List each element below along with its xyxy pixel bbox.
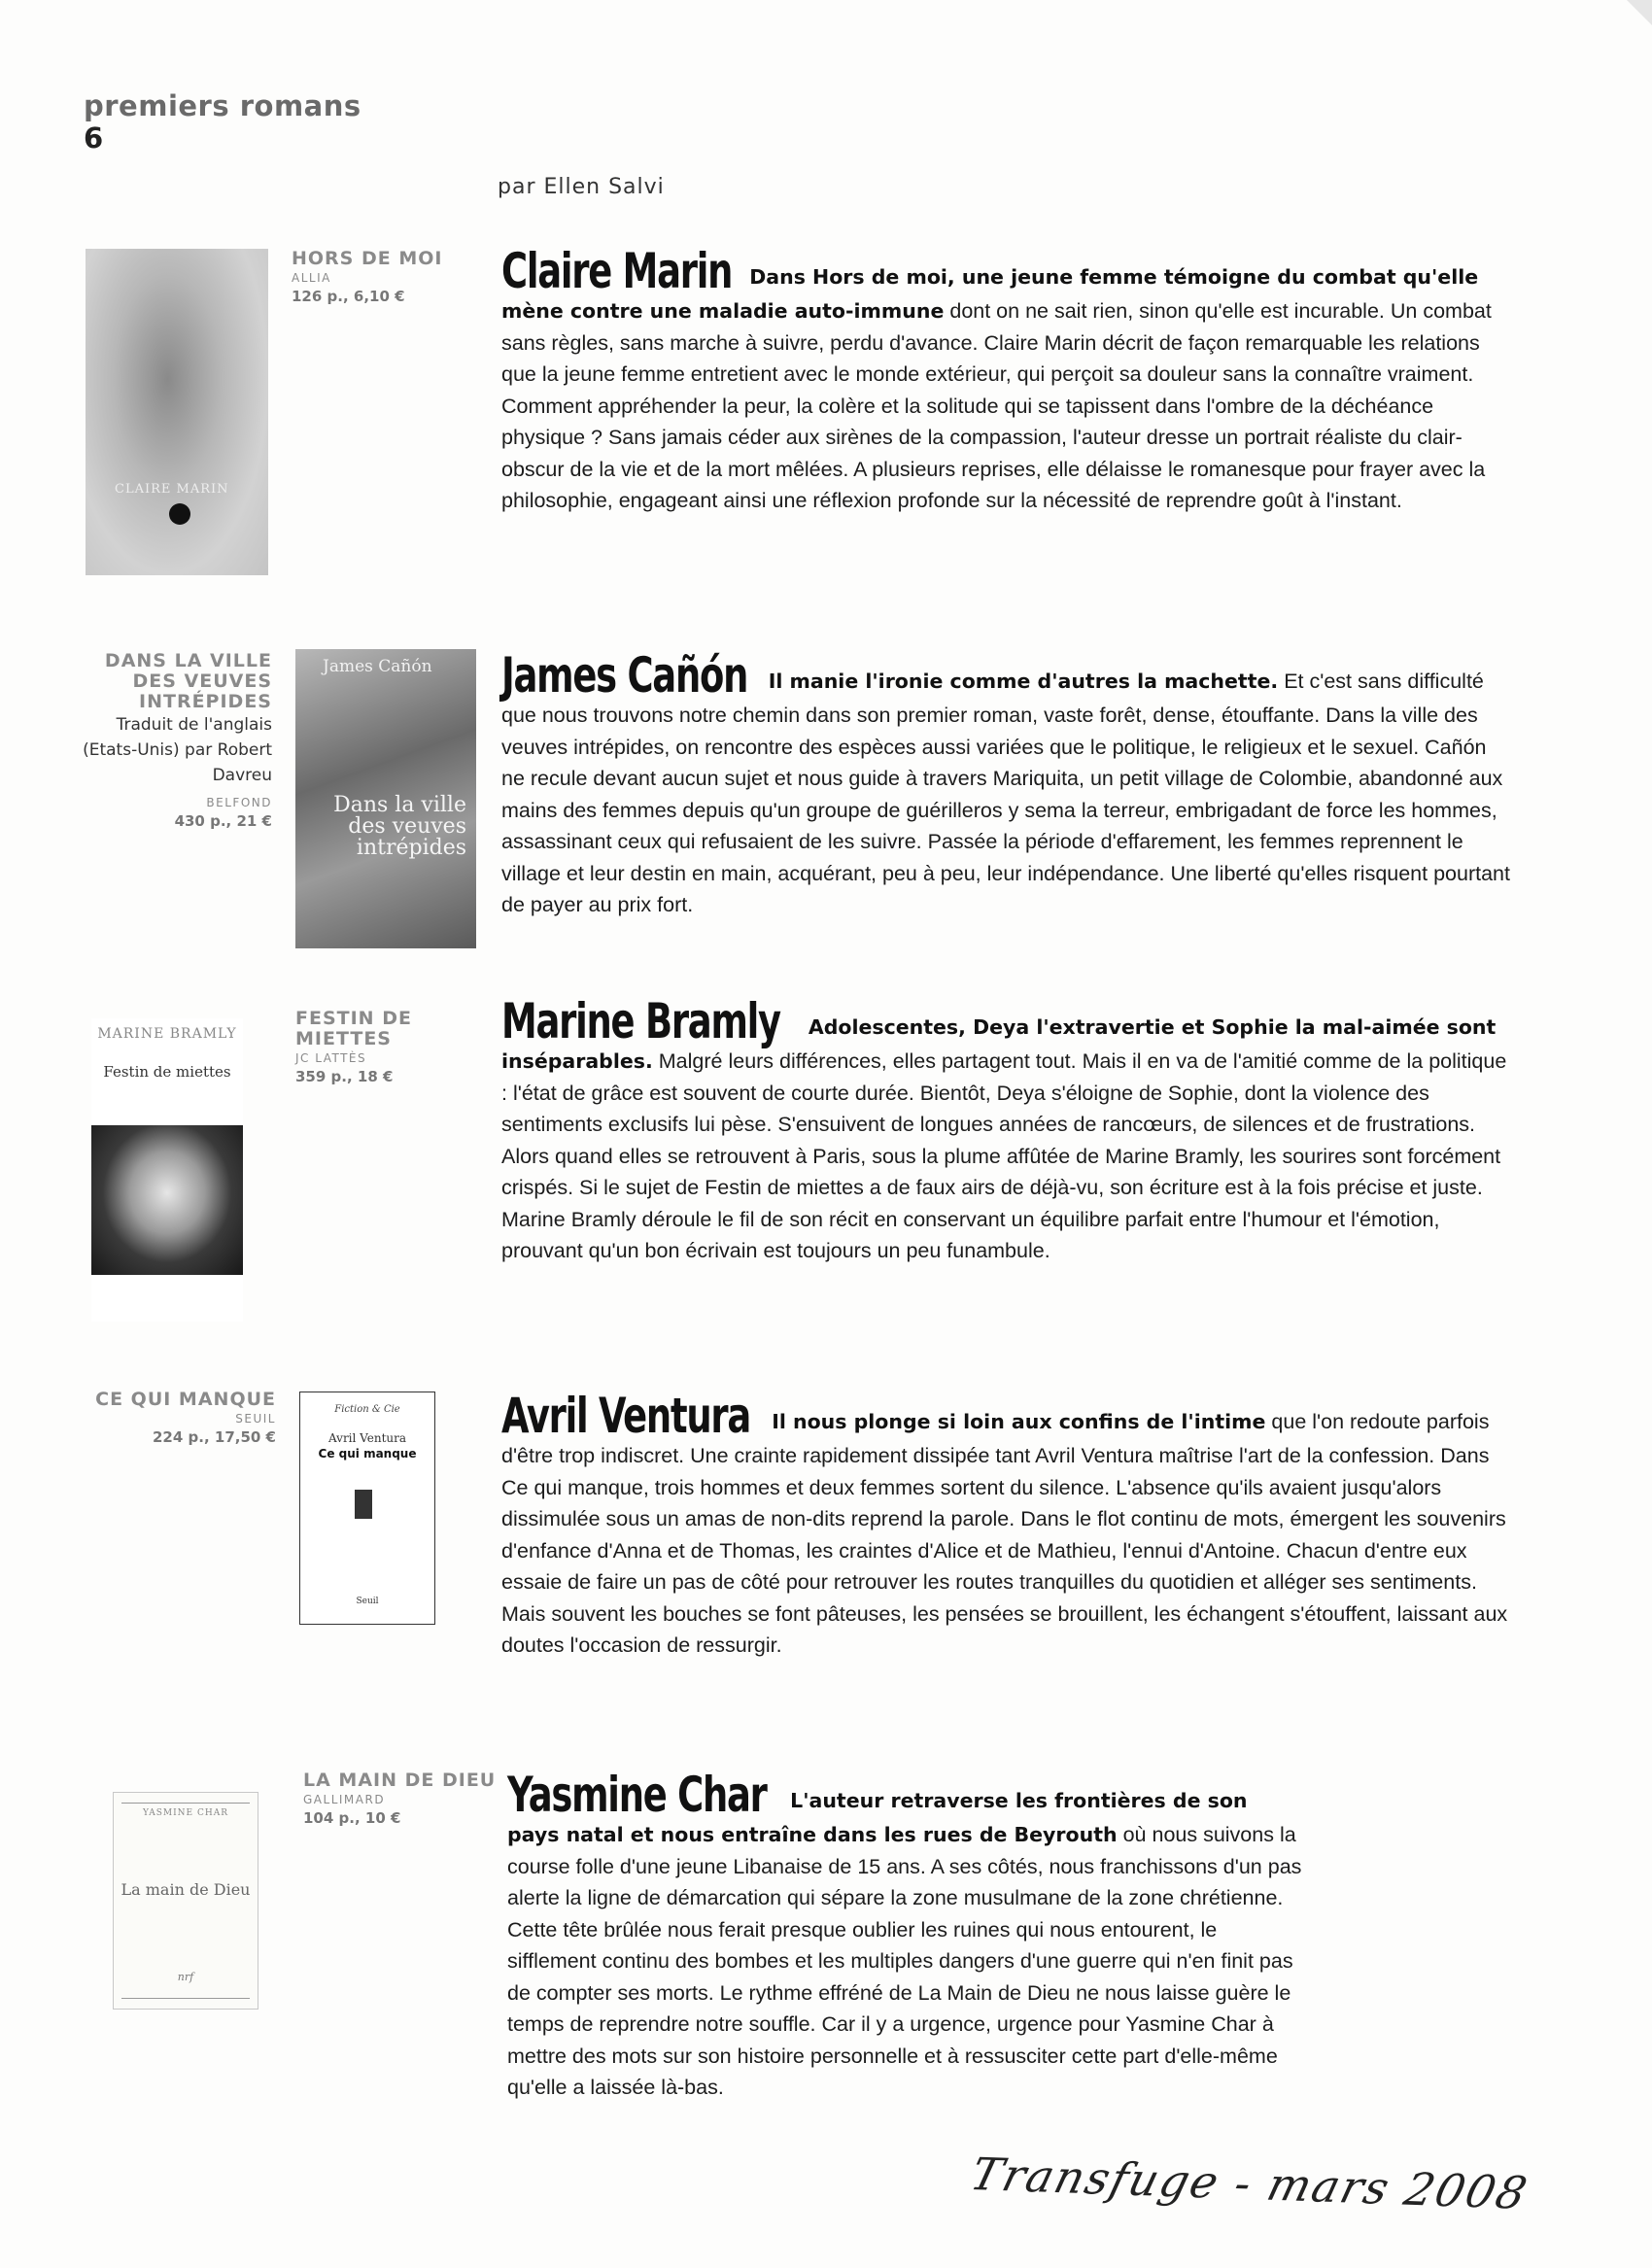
price: 430 p., 21 € bbox=[174, 812, 272, 830]
cover-title: Festin de miettes bbox=[103, 1063, 231, 1081]
review-lead: Il manie l'ironie comme d'autres la machette. bbox=[768, 670, 1279, 693]
review-text bbox=[501, 243, 1512, 517]
book-cover bbox=[295, 649, 476, 948]
review-lead: Adolescentes, Deya l'extravertie et Sophie la mal-aimée sont inséparables. bbox=[501, 1015, 1497, 1073]
cover-emblem-icon bbox=[169, 503, 190, 525]
cover-figure-icon bbox=[355, 1490, 372, 1519]
book-info bbox=[82, 1390, 276, 1447]
author-name: Avril Ventura bbox=[501, 1388, 751, 1444]
review-body: Malgré leurs différences, elles partagent tout. Mais il en va de l'amitié comme de la politique : l'état de grâce est souvent de courte durée. Bientôt, Deya s'éloigne de Sophie, dont la violence des sentiments exclusifs lui pèse. S'ensuivent de longues années de rancœurs, de silences et de frustrations. Alors quand elles se retrouvent à Paris, sous la plume affûtée de Marine Bramly, les sourires sont forcément crispés. Si le sujet de Festin de miettes a de faux airs de déjà-vu, son écriture est à la fois précise et juste. Marine Bramly déroule le fil de son récit en conservant un équilibre parfait entre l'humour et l'émotion, prouvant qu'un bon écrivain est toujours un peu funambule. bbox=[501, 1049, 1507, 1262]
byline: par Ellen Salvi bbox=[498, 175, 665, 199]
cover-title: Dans la ville des veuves intrépides bbox=[333, 793, 466, 860]
publisher: SEUIL bbox=[235, 1412, 276, 1426]
author-photo bbox=[91, 1125, 243, 1275]
review-text bbox=[501, 1388, 1512, 1662]
book-title: DANS LA VILLE DES VEUVES INTRÉPIDES bbox=[104, 650, 272, 712]
cover-title: La main de Dieu bbox=[120, 1880, 251, 1899]
publisher: GALLIMARD bbox=[303, 1793, 386, 1806]
handwritten-note: Transfuge - mars 2008 bbox=[965, 2148, 1534, 2219]
book-cover bbox=[86, 249, 268, 575]
author-name: Marine Bramly bbox=[501, 993, 780, 1049]
book-info bbox=[292, 249, 486, 306]
book-cover bbox=[113, 1792, 258, 2010]
translation-credit: Traduit de l'anglais (Etats-Unis) par Robert Davreu bbox=[83, 715, 272, 785]
publisher: ALLIA bbox=[292, 271, 331, 285]
price: 104 p., 10 € bbox=[303, 1809, 401, 1827]
review-body: où nous suivons la course folle d'une jeune Libanaise de 15 ans. A ses côtés, nous franchissons d'un pas alerte la ligne de démarcation qui sépare la zone musulmane de la zone chrétienne. Cette tête brûlée nous ferait presque oublier les ruines qui nous entourent, le sifflement continu des bombes et les multiples dangers d'une guerre qui n'en finit pas de compter ses morts. Le rythme effréné de La Main de Dieu ne nous laisse guère le temps de reprendre notre souffle. Car il y a urgence, urgence pour Yasmine Char à mettre des mots sur son histoire personnelle et à ressusciter cette part d'elle-même qu'elle a laissée là-bas. bbox=[507, 1823, 1302, 2099]
price: 126 p., 6,10 € bbox=[292, 288, 405, 305]
publisher: BELFOND bbox=[206, 796, 272, 809]
cover-author: CLAIRE MARIN bbox=[115, 482, 229, 497]
book-info bbox=[78, 651, 272, 831]
book-cover bbox=[299, 1392, 435, 1625]
review-text bbox=[501, 647, 1512, 921]
cover-collection: Fiction & Cie bbox=[334, 1404, 400, 1415]
review-text bbox=[507, 1767, 1304, 2104]
author-name: James Cañón bbox=[501, 647, 748, 704]
cover-rule bbox=[121, 1803, 250, 1804]
review-body: Et c'est sans difficulté que nous trouvons notre chemin dans son premier roman, vaste forêt, dense, étouffante. Dans la ville des veuves intrépides, on rencontre des espèces aussi variées que le politique, le religieux et le sexuel. Cañón ne recule devant aucun sujet et nous guide à travers Mariquita, un petit village de Colombie, abandonné aux mains des femmes depuis qu'un groupe de guérilleros y sema la terreur, embrigadant de force les hommes, assassinant ceux qui refusaient de les suivre. Passée la période d'effarement, les femmes reprennent le village et leur destin en main, acquérant, peu à peu, leur indépendance. Une liberté qu'elles risquent pourtant de payer au prix fort. bbox=[501, 670, 1510, 916]
cover-author: YASMINE CHAR bbox=[143, 1808, 228, 1818]
book-info bbox=[303, 1770, 498, 1828]
review-body: que l'on redoute parfois d'être trop indiscret. Une crainte rapidement dissipée tant Avril Ventura maîtrise l'art de la confession. Dans Ce qui manque, trois hommes et deux femmes sortent du silence. L'absence qu'ils avaient jusqu'alors dissimulée sous un amas de non-dits reprend la parole. Dans le flot continu de mots, émergent les souvenirs d'enfance d'Anna et de Thomas, les craintes d'Alice et de Mathieu, l'ennui d'Antoine. Chacun d'entre eux essaie de faire un pas de côté pour retrouver les routes tranquilles du quotidien et alléger ses sentiments. Mais souvent les bouches se font pâteuses, les pensées se brouillent, les échangent s'étouffent, laissant aux doutes l'occasion de ressurgir. bbox=[501, 1410, 1508, 1657]
page-corner bbox=[1627, 0, 1652, 25]
publisher: JC LATTÈS bbox=[295, 1051, 367, 1065]
book-title: LA MAIN DE DIEU bbox=[303, 1770, 497, 1791]
author-name: Yasmine Char bbox=[507, 1767, 767, 1823]
author-name: Claire Marin bbox=[501, 243, 733, 299]
review-lead: Il nous plonge si loin aux confins de l'intime bbox=[772, 1410, 1266, 1433]
page-header bbox=[84, 89, 361, 154]
review-lead: Dans Hors de moi, une jeune femme témoigne du combat qu'elle mène contre une maladie auto-immune bbox=[501, 265, 1479, 323]
book-info bbox=[295, 1009, 480, 1086]
review-lead: L'auteur retraverse les frontières de son pays natal et nous entraîne dans les rues de Beyrouth bbox=[507, 1789, 1248, 1846]
book-title: FESTIN DE MIETTES bbox=[295, 1008, 412, 1049]
price: 224 p., 17,50 € bbox=[153, 1428, 276, 1446]
review-body: dont on ne sait rien, sinon qu'elle est incurable. Un combat sans règles, sans marche à suivre, perdu d'avance. Claire Marin décrit de façon remarquable les relations que la jeune femme entretient avec le monde extérieur, qui perçoit sa douleur sans la connaître vraiment. Comment appréhender la peur, la colère et la solitude qui se tapissent dans l'ombre de la déchéance physique ? Sans jamais céder aux sirènes de la compassion, l'auteur dresse un portrait réaliste du clair-obscur de la vie et de la mort mêlées. A plusieurs reprises, elle délaisse le romanesque pour frayer avec la philosophie, engageant ainsi une réflexion profonde sur la nécessité de reprendre goût à l'instant. bbox=[501, 299, 1492, 512]
cover-publisher: nrf bbox=[177, 1971, 194, 1983]
review-text bbox=[501, 993, 1512, 1267]
cover-author: MARINE BRAMLY bbox=[97, 1026, 237, 1042]
page-number: 6 bbox=[84, 121, 104, 155]
cover-author: James Cañón bbox=[323, 657, 432, 676]
cover-title: Ce qui manque bbox=[318, 1447, 417, 1460]
cover-rule bbox=[121, 1998, 250, 1999]
book-cover bbox=[91, 1018, 243, 1322]
book-title: HORS DE MOI bbox=[292, 248, 443, 269]
price: 359 p., 18 € bbox=[295, 1068, 394, 1085]
section-title: premiers romans bbox=[84, 89, 361, 122]
book-title: CE QUI MANQUE bbox=[95, 1389, 276, 1410]
cover-author: Avril Ventura bbox=[327, 1431, 407, 1445]
cover-publisher: Seuil bbox=[356, 1597, 379, 1606]
